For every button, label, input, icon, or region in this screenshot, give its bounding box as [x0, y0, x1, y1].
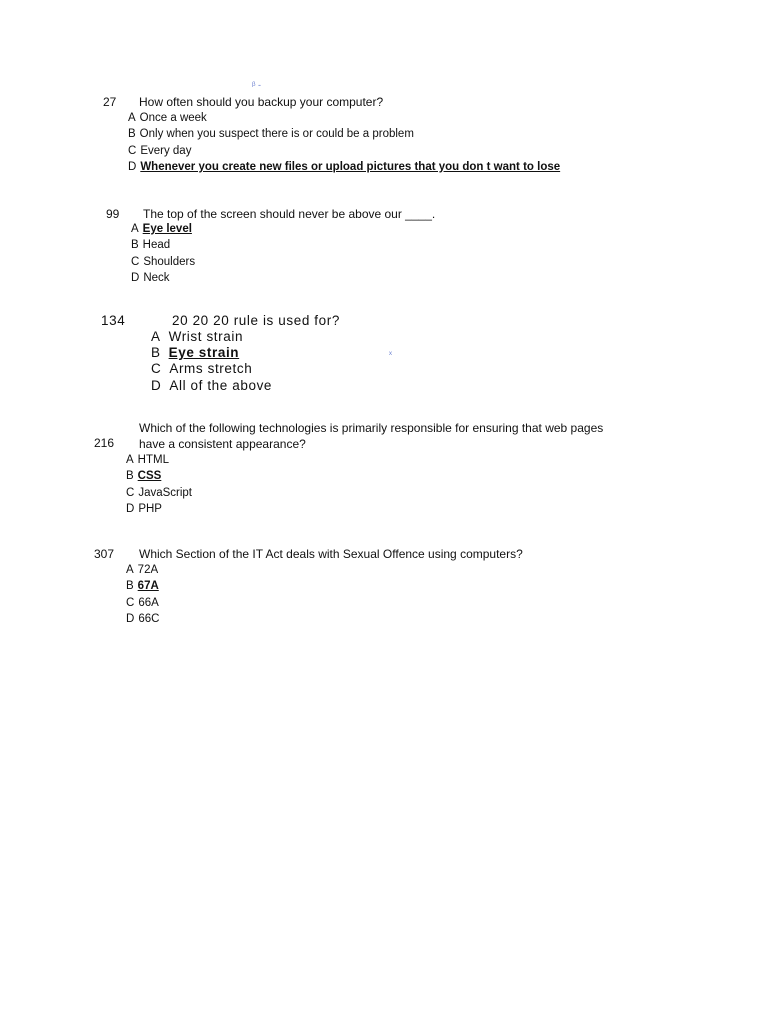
- option-b-correct: B 67A: [126, 580, 159, 593]
- stray-pen-mark: ˣ: [389, 349, 392, 359]
- question-text: 20 20 20 rule is used for?: [172, 313, 340, 328]
- question-text: Which Section of the IT Act deals with Sexual Offence using computers?: [139, 547, 523, 561]
- options-list: [128, 110, 560, 175]
- option-c: C JavaScript: [126, 486, 192, 499]
- question-text: The top of the screen should never be above our ____.: [143, 207, 436, 221]
- option-d: D 66C: [126, 612, 160, 625]
- question-text: How often should you backup your computer?: [139, 95, 384, 109]
- options-list: [151, 329, 272, 394]
- option-a: A Once a week: [128, 112, 207, 124]
- options-list: [131, 221, 195, 286]
- option-c: C Shoulders: [131, 255, 196, 268]
- option-d: D PHP: [126, 502, 162, 515]
- question-number: 134: [101, 313, 126, 328]
- question-number: 99: [106, 207, 120, 221]
- options-list: [126, 452, 192, 517]
- question-number: 216: [94, 436, 115, 450]
- question-number: 307: [94, 547, 115, 561]
- option-d-correct: D Whenever you create new files or upload pictures that you don t want to lose: [128, 160, 561, 173]
- option-b-correct: B CSS: [126, 470, 162, 483]
- option-b-correct: B Eye strain: [151, 345, 240, 361]
- question-number: 27: [103, 95, 117, 109]
- option-d: D Neck: [131, 271, 170, 284]
- option-b: B Only when you suspect there is or could be a problem: [128, 128, 414, 141]
- option-a-correct: A Eye level: [131, 223, 192, 235]
- option-c: C Every day: [128, 144, 192, 157]
- option-a: A 72A: [126, 564, 159, 576]
- options-list: [126, 562, 159, 627]
- question-text: Which of the following technologies is primarily responsible for ensuring that web pages have a consistent appearance?: [139, 421, 604, 451]
- option-d: D All of the above: [151, 377, 273, 393]
- stray-pen-mark: ᵝ -: [252, 80, 261, 90]
- option-c: C Arms stretch: [151, 361, 253, 377]
- option-a: A HTML: [126, 454, 169, 466]
- option-a: A Wrist strain: [151, 329, 244, 344]
- option-b: B Head: [131, 239, 171, 252]
- option-c: C 66A: [126, 596, 159, 609]
